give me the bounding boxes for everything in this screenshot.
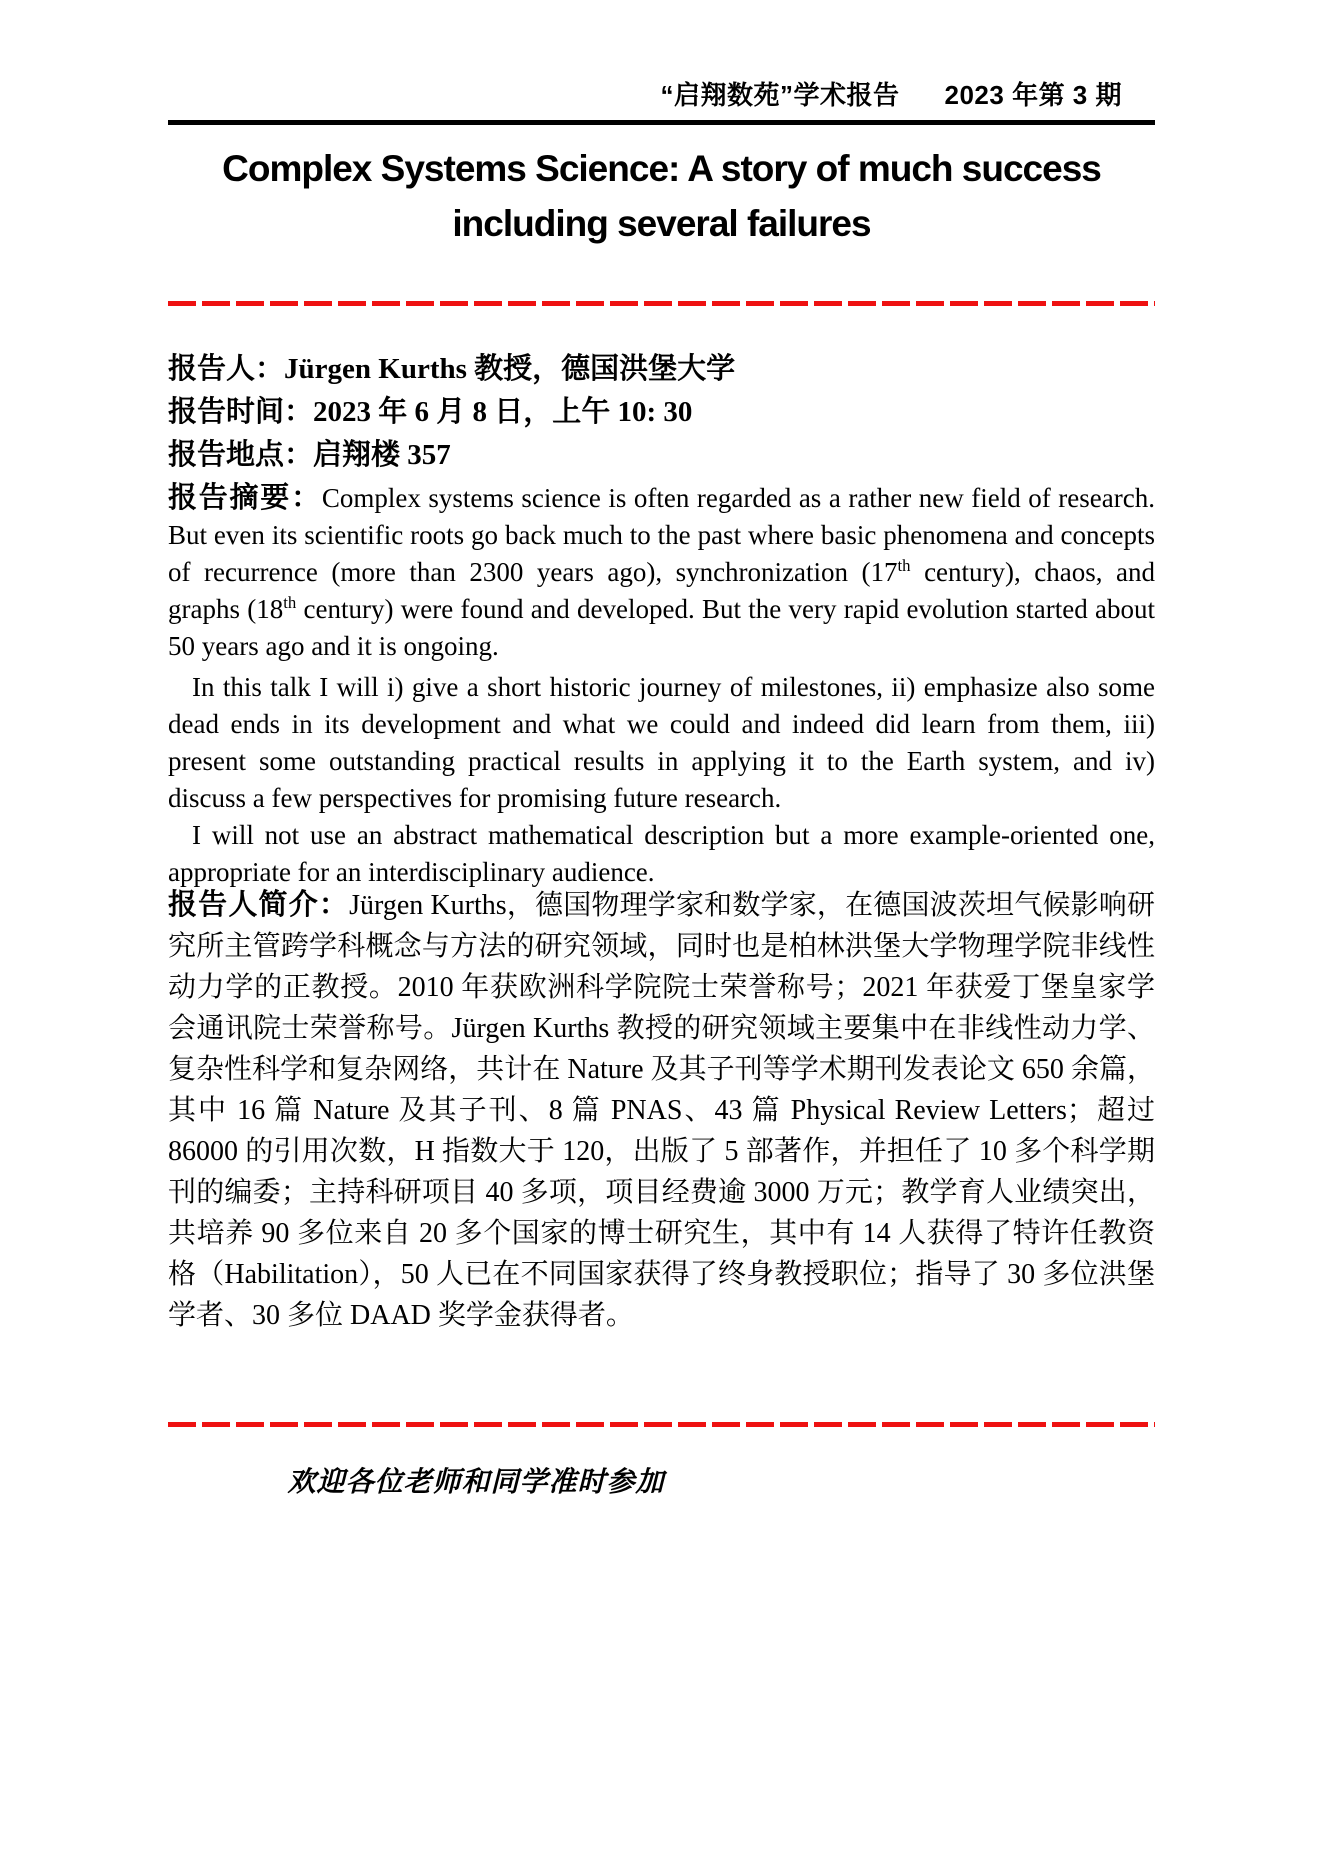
abstract-paragraph-1 <box>168 480 1155 665</box>
red-dashed-divider-top <box>168 301 1155 306</box>
report-info-block <box>168 348 1155 477</box>
info-time-label: 报告时间： <box>168 396 314 428</box>
bio-label: 报告人简介： <box>168 889 350 921</box>
header-bar <box>168 0 1155 110</box>
abstract-paragraph-1-text: Complex systems science is often regarded as a rather new field of research. But even its scientific roots go back much to the past where basic phenomena and concepts of recurrence (more than 2300 years ago), synchronization (17th century), chaos, and graphs (18th century) were found and developed. But the very rapid evolution started about 50 years ago and it is ongoing. <box>168 483 1155 661</box>
header-rule-divider <box>168 120 1155 125</box>
report-title-line-1: Complex Systems Science: A story of much success <box>222 148 1101 189</box>
info-speaker-row <box>168 348 1155 391</box>
header-issue-number: 2023 年第 3 期 <box>944 80 1122 110</box>
report-title-line-2: including several failures <box>452 203 871 244</box>
abstract-paragraph-2: In this talk I will i) give a short historic journey of milestones, ii) emphasize also some dead ends in its development and what we could and indeed did learn from them, iii) present some outstanding practical results in applying it to the Earth system, and iv) discuss a few perspectives for promising future research. <box>168 672 1155 813</box>
header-series-title: “启翔数苑”学术报告 <box>660 80 900 110</box>
report-title <box>168 141 1155 251</box>
bio-text: Jürgen Kurths，德国物理学家和数学家，在德国波茨坦气候影响研究所主管跨学科概念与方法的研究领域，同时也是柏林洪堡大学物理学院非线性动力学的正教授。2010 年获欧洲科学院院士荣誉称号；2021 年获爱丁堡皇家学会通讯院士荣誉称号。Jürgen Kurths 教授的研究领域主要集中在非线性动力学、复杂性科学和复杂网络，共计在 Nature 及其子刊等学术期刊发表论文 650 余篇，其中 16 篇 Nature 及其子刊、8 篇 PNAS、43 篇 Physical Review Letters；超过 86000 的引用次数，H 指数大于 120，出版了 5 部著作，并担任了 10 多个科学期刊的编委；主持科研项目 40 多项，项目经费逾 3000 万元；教学育人业绩突出，共培养 90 多位来自 20 多个国家的博士研究生，其中有 14 人获得了特许任教资格（Habilitation），50 人已在不同国家获得了终身教授职位；指导了 30 多位洪堡学者、30 多位 DAAD 奖学金获得者。 <box>168 890 1155 1331</box>
info-time-row <box>168 391 1155 434</box>
info-venue-row <box>168 434 1155 477</box>
info-venue-label: 报告地点： <box>168 439 314 471</box>
info-venue-value: 启翔楼 357 <box>313 439 451 471</box>
red-dashed-divider-bottom <box>168 1422 1155 1427</box>
info-speaker-value: Jürgen Kurths 教授，德国洪堡大学 <box>284 353 736 385</box>
footer-welcome-text: 欢迎各位老师和同学准时参加 <box>287 1467 665 1498</box>
abstract-label: 报告摘要： <box>168 482 322 514</box>
info-time-value: 2023 年 6 月 8 日，上午 10: 30 <box>313 396 693 428</box>
info-speaker-label: 报告人： <box>168 353 285 385</box>
bio-paragraph <box>168 885 1155 1336</box>
abstract-paragraph-3: I will not use an abstract mathematical description but a more example-oriented one, appropriate for an interdisciplinary audience. <box>168 820 1155 887</box>
